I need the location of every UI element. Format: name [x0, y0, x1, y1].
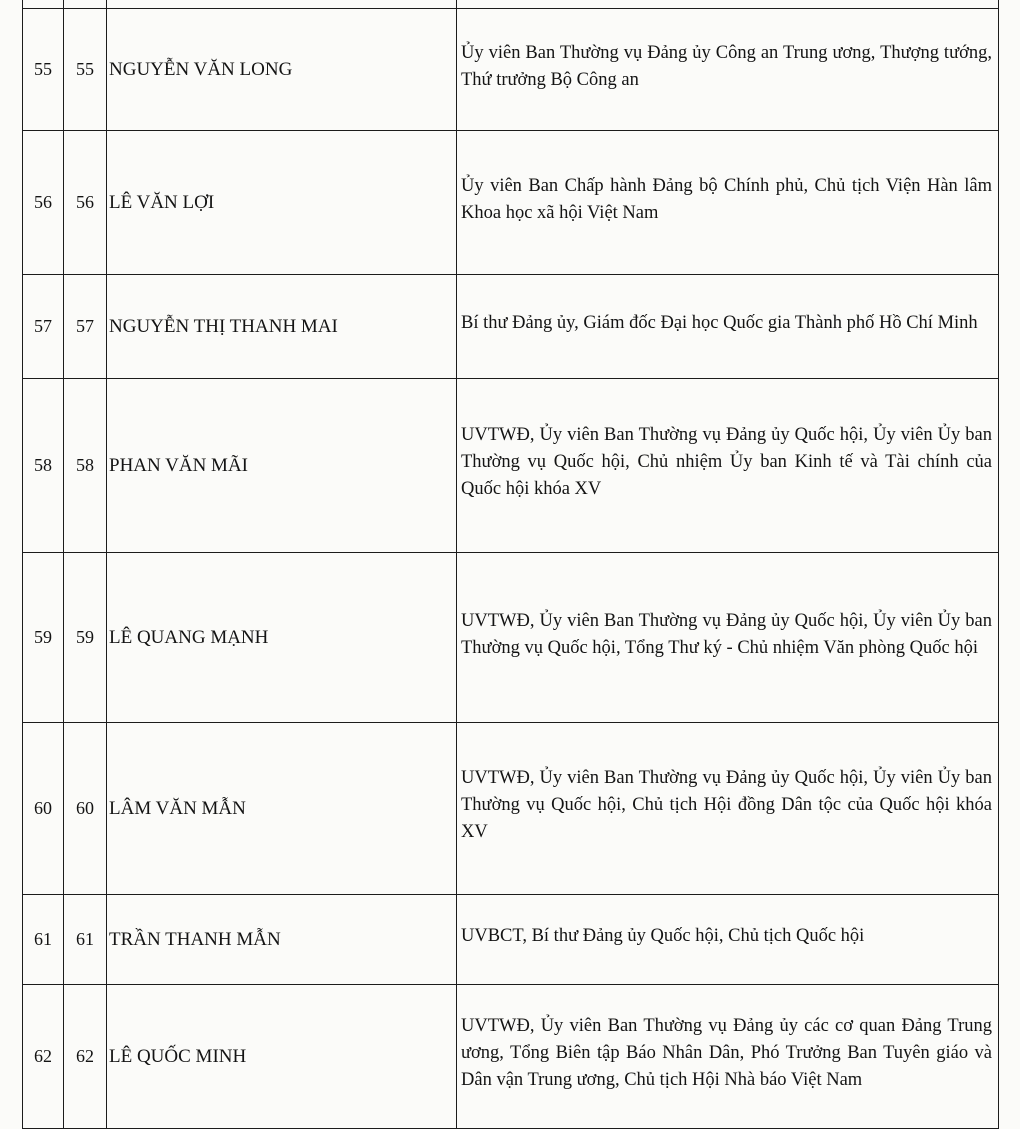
row-number: 61: [64, 895, 107, 985]
person-name: NGUYỄN THỊ THANH MAI: [107, 275, 457, 379]
person-position: Bí thư Đảng ủy, Giám đốc Đại học Quốc gia Thành phố Hồ Chí Minh: [457, 275, 999, 379]
row-number: 55: [64, 9, 107, 131]
row-number: 59: [64, 553, 107, 723]
row-number: 58: [64, 379, 107, 553]
person-name: PHAN VĂN MÃI: [107, 379, 457, 553]
table-row: [23, 985, 999, 1129]
personnel-table: [22, 0, 999, 1129]
table-row: [23, 895, 999, 985]
person-position: UVBCT, Bí thư Đảng ủy Quốc hội, Chủ tịch Quốc hội: [457, 895, 999, 985]
row-index: 61: [23, 895, 64, 985]
row-number: 56: [64, 131, 107, 275]
table-row: [23, 723, 999, 895]
row-index: 62: [23, 985, 64, 1129]
person-position: UVTWĐ, Ủy viên Ban Thường vụ Đảng ủy các cơ quan Đảng Trung ương, Tổng Biên tập Báo Nhân Dân, Phó Trưởng Ban Tuyên giáo và Dân vận Trung ương, Chủ tịch Hội Nhà báo Việt Nam: [457, 985, 999, 1129]
row-index: 58: [23, 379, 64, 553]
person-name: LÊ QUANG MẠNH: [107, 553, 457, 723]
table-row: [23, 553, 999, 723]
row-index: 56: [23, 131, 64, 275]
row-number: 62: [64, 985, 107, 1129]
table-row: [23, 9, 999, 131]
person-name: NGUYỄN VĂN LONG: [107, 9, 457, 131]
row-index: 59: [23, 553, 64, 723]
row-index: 57: [23, 275, 64, 379]
table-row-continuation: [23, 0, 999, 9]
person-name: LÊ QUỐC MINH: [107, 985, 457, 1129]
row-index: 60: [23, 723, 64, 895]
person-position: UVTWĐ, Ủy viên Ban Thường vụ Đảng ủy Quốc hội, Ủy viên Ủy ban Thường vụ Quốc hội, Chủ nhiệm Ủy ban Kinh tế và Tài chính của Quốc hội khóa XV: [457, 379, 999, 553]
table-row: [23, 275, 999, 379]
person-position: UVTWĐ, Ủy viên Ban Thường vụ Đảng ủy Quốc hội, Ủy viên Ủy ban Thường vụ Quốc hội, Chủ tịch Hội đồng Dân tộc của Quốc hội khóa XV: [457, 723, 999, 895]
person-name: LÊ VĂN LỢI: [107, 131, 457, 275]
row-number: 57: [64, 275, 107, 379]
table-row: [23, 379, 999, 553]
person-position: Ủy viên Ban Thường vụ Đảng ủy Công an Trung ương, Thượng tướng, Thứ trưởng Bộ Công an: [457, 9, 999, 131]
table-row: [23, 131, 999, 275]
row-number: 60: [64, 723, 107, 895]
person-name: TRẦN THANH MẪN: [107, 895, 457, 985]
person-position: Ủy viên Ban Chấp hành Đảng bộ Chính phủ, Chủ tịch Viện Hàn lâm Khoa học xã hội Việt Nam: [457, 131, 999, 275]
person-name: LÂM VĂN MẪN: [107, 723, 457, 895]
person-position: UVTWĐ, Ủy viên Ban Thường vụ Đảng ủy Quốc hội, Ủy viên Ủy ban Thường vụ Quốc hội, Tổng Thư ký - Chủ nhiệm Văn phòng Quốc hội: [457, 553, 999, 723]
row-index: 55: [23, 9, 64, 131]
